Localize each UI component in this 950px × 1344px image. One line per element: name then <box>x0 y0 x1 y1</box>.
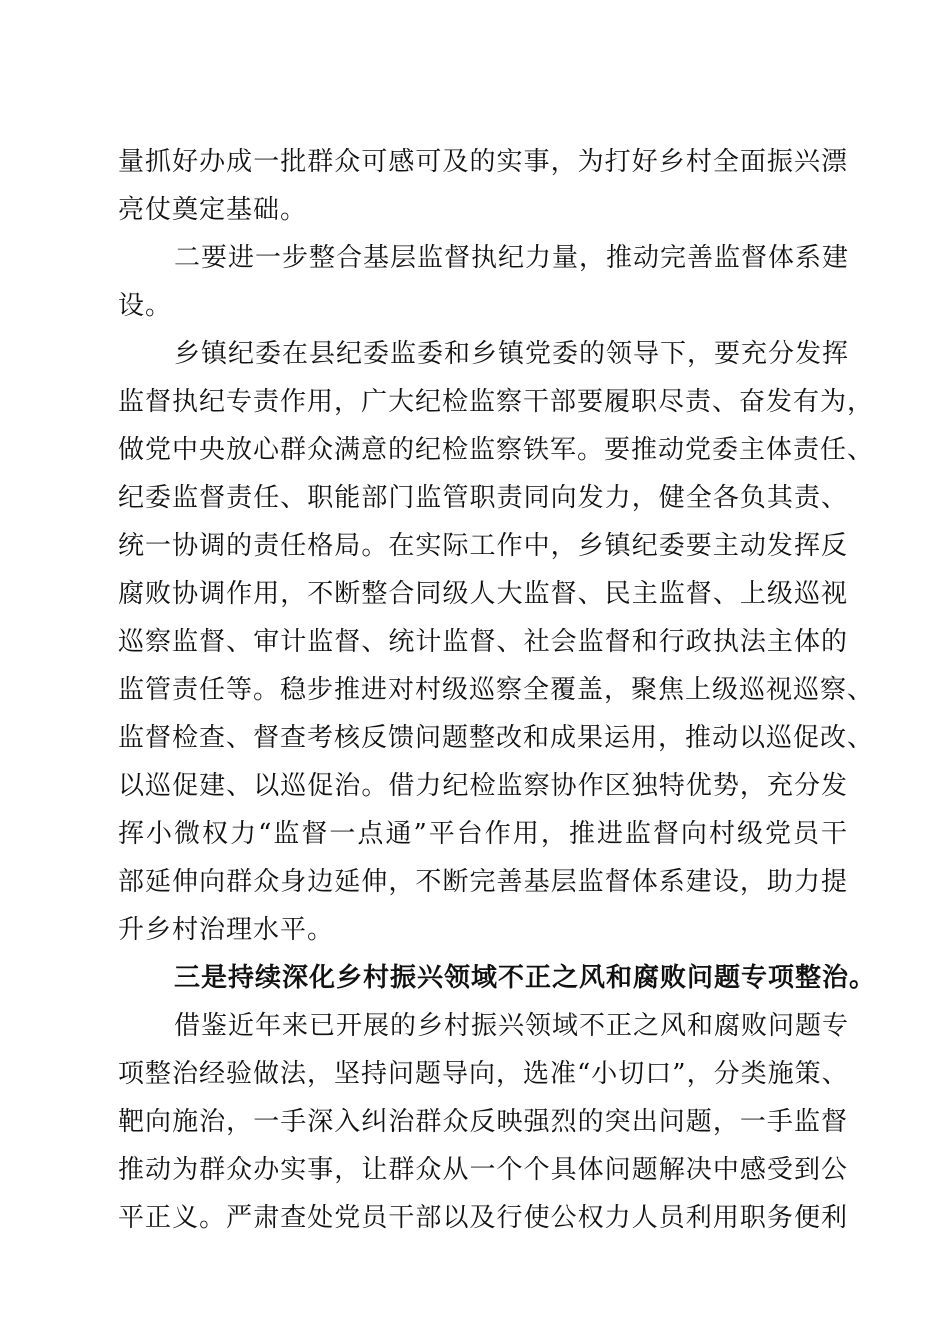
document-body <box>118 138 877 1242</box>
paragraph-2 <box>118 234 848 330</box>
paragraph-line: 统一协调的责任格局。在实际工作中，乡镇纪委要主动发挥反 <box>118 531 848 561</box>
paragraph-line: 巡察监督、审计监督、统计监督、社会监督和行政执法主体的 <box>118 627 848 657</box>
paragraph-line: 监管责任等。稳步推进对村级巡察全覆盖，聚焦上级巡视巡察、 <box>118 675 875 705</box>
paragraph-line: 量抓好办成一批群众可感可及的实事，为打好乡村全面振兴漂 <box>118 147 848 177</box>
paragraph-line: 乡镇纪委在县纪委监委和乡镇党委的领导下，要充分发挥 <box>174 339 850 369</box>
paragraph-line: 二要进一步整合基层监督执纪力量，推动完善监督体系建 <box>174 243 850 273</box>
paragraph-line: 监督执纪专责作用，广大纪检监察干部要履职尽责、奋发有为， <box>118 387 875 417</box>
paragraph-1 <box>118 138 848 234</box>
paragraph-line: 部延伸向群众身边延伸，不断完善基层监督体系建设，助力提 <box>118 867 848 897</box>
paragraph-line: 挥小微权力“监督一点通”平台作用，推进监督向村级党员干 <box>118 819 848 849</box>
paragraph-3 <box>118 330 875 954</box>
paragraph-line: 靶向施治，一手深入纠治群众反映强烈的突出问题，一手监督 <box>118 1107 848 1137</box>
paragraph-line: 借鉴近年来已开展的乡村振兴领域不正之风和腐败问题专 <box>174 1011 850 1041</box>
paragraph-line: 做党中央放心群众满意的纪检监察铁军。要推动党委主体责任、 <box>118 435 875 465</box>
paragraph-5 <box>118 1002 848 1242</box>
paragraph-line: 以巡促建、以巡促治。借力纪检监察协作区独特优势，充分发 <box>118 771 848 801</box>
section-heading <box>118 954 877 1002</box>
paragraph-line: 项整治经验做法，坚持问题导向，选准“小切口”，分类施策、 <box>118 1059 849 1089</box>
paragraph-line: 亮仗奠定基础。 <box>118 195 308 225</box>
paragraph-line: 监督检查、督查考核反馈问题整改和成果运用，推动以巡促改、 <box>118 723 875 753</box>
paragraph-line: 升乡村治理水平。 <box>118 915 335 945</box>
paragraph-line: 推动为群众办实事，让群众从一个个具体问题解决中感受到公 <box>118 1155 848 1185</box>
paragraph-line: 腐败协调作用，不断整合同级人大监督、民主监督、上级巡视 <box>118 579 848 609</box>
paragraph-line: 平正义。严肃查处党员干部以及行使公权力人员利用职务便利 <box>118 1203 848 1233</box>
paragraph-line: 设。 <box>118 291 173 321</box>
paragraph-line: 纪委监督责任、职能部门监管职责同向发力，健全各负其责、 <box>118 483 848 513</box>
heading-line: 三是持续深化乡村振兴领域不正之风和腐败问题专项整治。 <box>174 963 877 993</box>
